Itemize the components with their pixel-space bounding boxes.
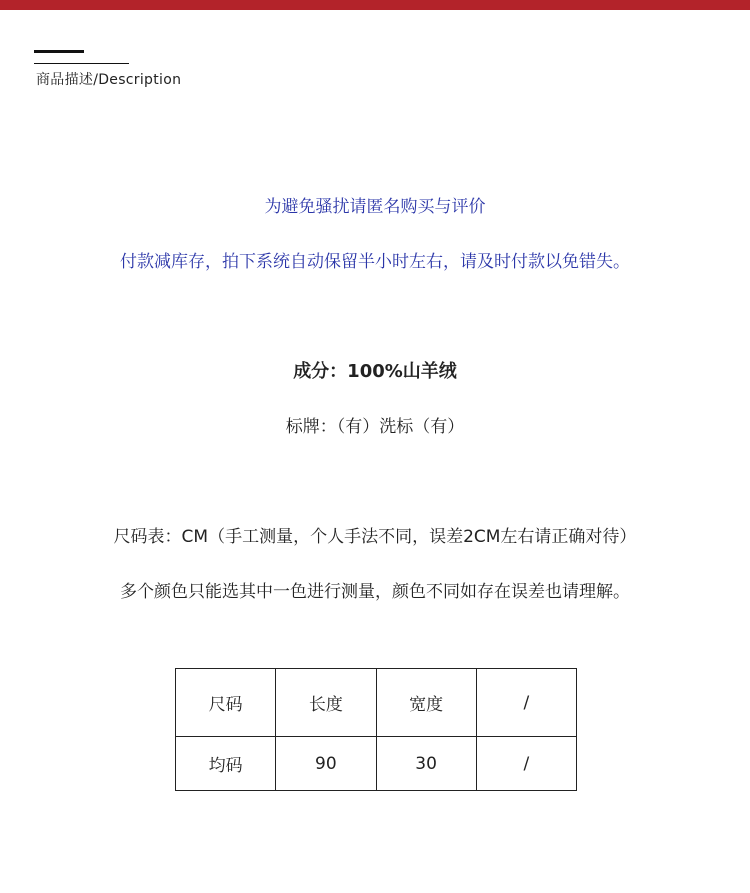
cell-size: 均码 xyxy=(176,737,276,791)
header-cell-length: 长度 xyxy=(276,669,376,737)
section-title: 商品描述/Description xyxy=(36,72,182,88)
cell-length: 90 xyxy=(276,737,376,791)
color-measurement-note: 多个颜色只能选其中一色进行测量，颜色不同如存在误差也请理解。 xyxy=(120,582,630,602)
composition-text: 成分：100%山羊绒 xyxy=(293,361,457,382)
size-chart-note: 尺码表：CM（手工测量，个人手法不同，误差2CM左右请正确对待） xyxy=(113,527,637,547)
labels-text: 标牌：（有）洗标（有） xyxy=(285,417,465,437)
cell-width: 30 xyxy=(376,737,476,791)
header-underline-thin xyxy=(34,63,129,64)
table-header-row xyxy=(176,669,577,737)
table-row xyxy=(176,737,577,791)
cell-extra: / xyxy=(476,737,576,791)
top-accent-bar xyxy=(0,0,750,10)
header-underline-thick xyxy=(34,50,84,53)
header-cell-extra: / xyxy=(476,669,576,737)
size-table xyxy=(175,668,577,791)
header-cell-size: 尺码 xyxy=(176,669,276,737)
payment-notice: 付款减库存，拍下系统自动保留半小时左右，请及时付款以免错失。 xyxy=(120,252,630,272)
header-cell-width: 宽度 xyxy=(376,669,476,737)
anonymous-purchase-notice: 为避免骚扰请匿名购买与评价 xyxy=(264,197,486,217)
